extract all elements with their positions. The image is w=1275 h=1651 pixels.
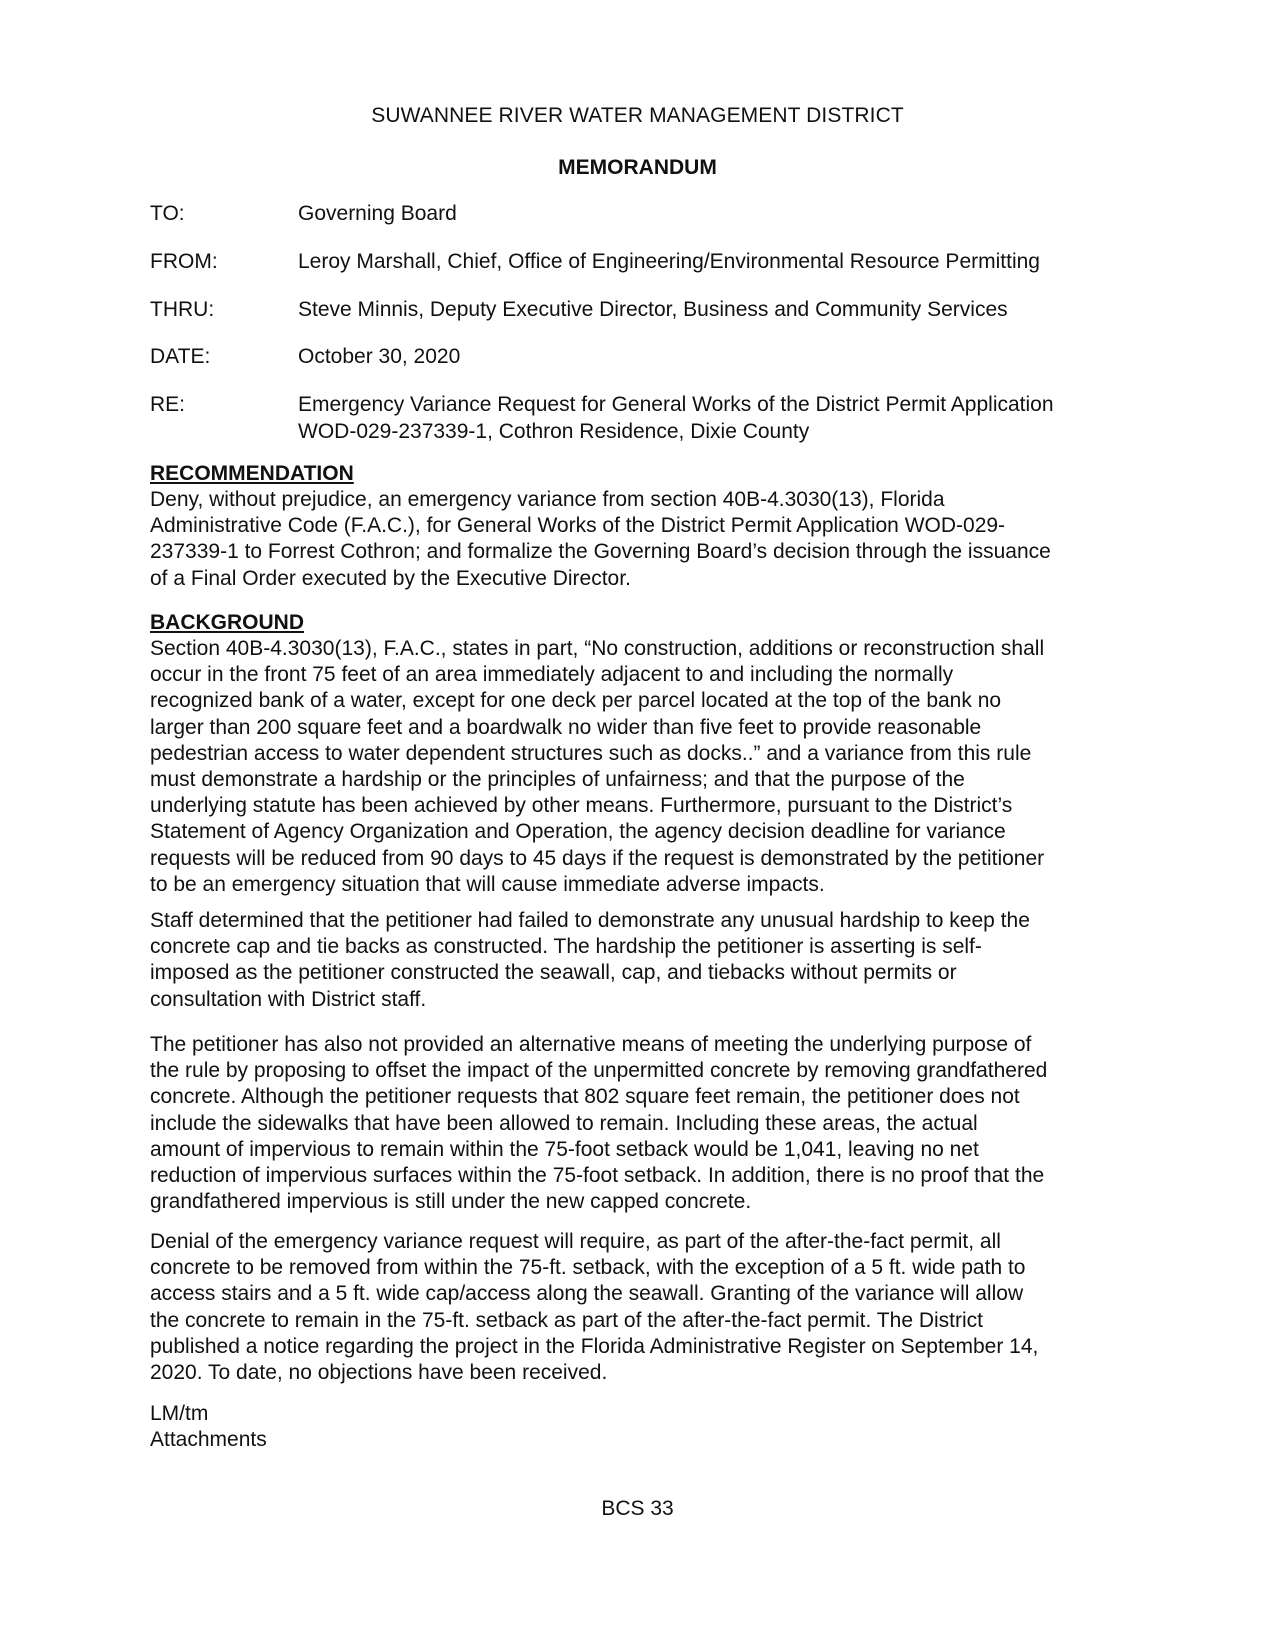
text-line: access stairs and a 5 ft. wide cap/access along the seawall. Granting of the variance will allow xyxy=(150,1282,1024,1306)
background-paragraph-1 xyxy=(150,636,1140,898)
text-line: occur in the front 75 feet of an area immediately adjacent to and including the normally xyxy=(150,663,954,687)
text-line: requests will be reduced from 90 days to 45 days if the request is demonstrated by the petitioner xyxy=(150,846,1045,870)
text-line: Administrative Code (F.A.C.), for General Works of the District Permit Application WOD-029- xyxy=(150,514,1006,538)
text-line: amount of impervious to remain within the 75-foot setback would be 1,041, leaving no net xyxy=(150,1137,979,1161)
text-line: of a Final Order executed by the Executive Director. xyxy=(150,566,631,590)
text-line: the rule by proposing to offset the impact of the unpermitted concrete by removing grandfathered xyxy=(150,1059,1048,1083)
re-line: Emergency Variance Request for General Works of the District Permit Application xyxy=(298,393,1054,416)
date-value: October 30, 2020 xyxy=(298,345,461,368)
text-line: larger than 200 square feet and a boardwalk no wider than five feet to provide reasonable xyxy=(150,715,982,739)
text-line: the concrete to remain in the 75-ft. setback as part of the after-the-fact permit. The District xyxy=(150,1308,983,1332)
text-line: concrete cap and tie backs as constructed. The hardship the petitioner is asserting is self- xyxy=(150,935,982,959)
recommendation-paragraph xyxy=(150,487,1140,592)
re-line: WOD-029-237339-1, Cothron Residence, Dixie County xyxy=(298,420,810,443)
text-line: 2020. To date, no objections have been received. xyxy=(150,1361,608,1385)
text-line: concrete to be removed from within the 75-ft. setback, with the exception of a 5 ft. wide path to xyxy=(150,1256,1026,1280)
from-label: FROM: xyxy=(150,250,218,273)
text-line: reduction of impervious surfaces within the 75-foot setback. In addition, there is no proof that the xyxy=(150,1164,1045,1188)
background-paragraph-3 xyxy=(150,1032,1140,1215)
text-line: Deny, without prejudice, an emergency variance from section 40B-4.3030(13), Florida xyxy=(150,488,945,511)
text-line: concrete. Although the petitioner requests that 802 square feet remain, the petitioner does not xyxy=(150,1085,1020,1109)
text-line: Staff determined that the petitioner had failed to demonstrate any unusual hardship to keep the xyxy=(150,909,1030,932)
thru-value: Steve Minnis, Deputy Executive Director, Business and Community Services xyxy=(298,298,1008,321)
background-paragraph-2 xyxy=(150,908,1140,1013)
text-line: to be an emergency situation that will cause immediate adverse impacts. xyxy=(150,872,825,896)
memo-title: MEMORANDUM xyxy=(558,156,717,179)
background-paragraph-4 xyxy=(150,1229,1140,1386)
text-line: consultation with District staff. xyxy=(150,987,427,1011)
page-number: BCS 33 xyxy=(601,1497,674,1520)
date-label: DATE: xyxy=(150,345,211,368)
text-line: Statement of Agency Organization and Operation, the agency decision deadline for variance xyxy=(150,820,1006,844)
closing-block xyxy=(150,1401,267,1453)
organization-name: SUWANNEE RIVER WATER MANAGEMENT DISTRICT xyxy=(371,104,904,127)
text-line: underlying statute has been achieved by other means. Furthermore, pursuant to the District’s xyxy=(150,794,1013,818)
to-label: TO: xyxy=(150,202,185,225)
text-line: 237339-1 to Forrest Cothron; and formalize the Governing Board’s decision through the issuance xyxy=(150,540,1051,564)
author-initials: LM/tm xyxy=(150,1402,209,1425)
text-line: recognized bank of a water, except for one deck per parcel located at the top of the bank no xyxy=(150,689,1002,713)
attachments-label: Attachments xyxy=(150,1428,267,1451)
text-line: must demonstrate a hardship or the principles of unfairness; and that the purpose of the xyxy=(150,768,965,792)
text-line: pedestrian access to water dependent structures such as docks..” and a variance from this rule xyxy=(150,741,1032,765)
re-label: RE: xyxy=(150,393,186,416)
thru-label: THRU: xyxy=(150,298,215,321)
background-heading: BACKGROUND xyxy=(150,611,304,634)
to-value: Governing Board xyxy=(298,202,457,225)
text-line: The petitioner has also not provided an alternative means of meeting the underlying purpose of xyxy=(150,1033,1032,1056)
recommendation-heading: RECOMMENDATION xyxy=(150,462,354,485)
text-line: grandfathered impervious is still under the new capped concrete. xyxy=(150,1190,752,1214)
re-value xyxy=(298,391,1275,445)
from-value: Leroy Marshall, Chief, Office of Engineering/Environmental Resource Permitting xyxy=(298,250,1040,273)
text-line: Denial of the emergency variance request will require, as part of the after-the-fact permit, all xyxy=(150,1230,1001,1253)
text-line: Section 40B-4.3030(13), F.A.C., states in part, “No construction, additions or reconstruction shall xyxy=(150,637,1045,660)
text-line: include the sidewalks that have been allowed to remain. Including these areas, the actual xyxy=(150,1111,978,1135)
text-line: published a notice regarding the project in the Florida Administrative Register on September 14, xyxy=(150,1334,1039,1358)
text-line: imposed as the petitioner constructed the seawall, cap, and tiebacks without permits or xyxy=(150,961,957,985)
